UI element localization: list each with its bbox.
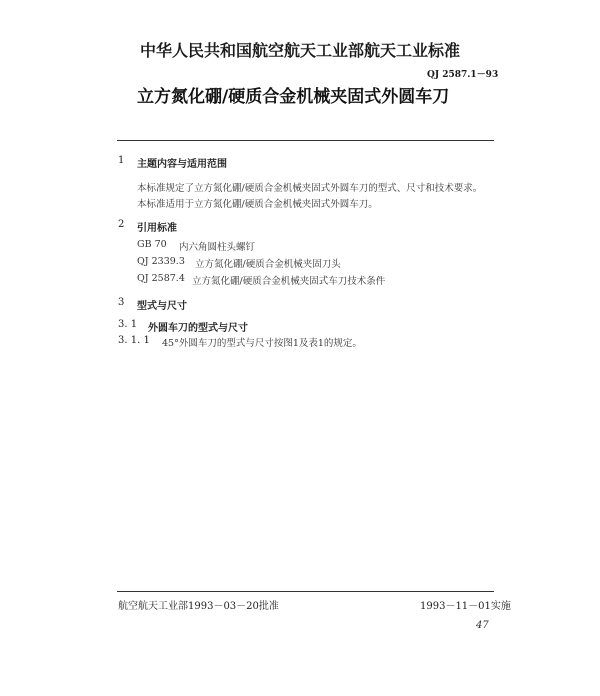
- clause-3-1-1-number: 3. 1. 1: [118, 335, 150, 346]
- section-2-heading: 引用标准: [137, 223, 177, 234]
- clause-3-1-heading: 外圆车刀的型式与尺寸: [148, 323, 248, 334]
- section-1-number: 1: [118, 155, 125, 166]
- reference-2-code: QJ 2339.3: [137, 256, 185, 267]
- top-rule: [117, 140, 494, 141]
- section-3-heading: 型式与尺寸: [137, 301, 187, 312]
- clause-3-1-1-text: 45°外圆车刀的型式与尺寸按图1及表1的规定。: [162, 338, 362, 349]
- bottom-rule: [117, 591, 494, 592]
- reference-2-title: 立方氮化硼/硬质合金机械夹固刀头: [195, 259, 341, 270]
- document-title: 立方氮化硼/硬质合金机械夹固式外圆车刀: [137, 87, 450, 107]
- reference-1-title: 内六角圆柱头螺钉: [179, 242, 256, 253]
- page-number: 47: [476, 620, 489, 631]
- approval-line: 航空航天工业部1993－03－20批准: [118, 601, 279, 612]
- section-1-line-2: 本标准适用于立方氮化硼/硬质合金机械夹固式外圆车刀。: [137, 199, 378, 210]
- section-3-number: 3: [118, 297, 125, 308]
- implementation-date: 1993－11－01实施: [420, 601, 511, 612]
- section-2-number: 2: [118, 219, 125, 230]
- standard-organization: 中华人民共和国航空航天工业部航天工业标准: [140, 41, 461, 60]
- reference-3-title: 立方氮化硼/硬质合金机械夹固式车刀技术条件: [192, 276, 386, 287]
- reference-1-code: GB 70: [137, 239, 167, 250]
- standard-code: QJ 2587.1－93: [427, 70, 499, 80]
- reference-3-code: QJ 2587.4: [137, 273, 185, 284]
- section-1-line-1: 本标准规定了立方氮化硼/硬质合金机械夹固式外圆车刀的型式、尺寸和技术要求。: [137, 183, 483, 194]
- section-1-heading: 主题内容与适用范围: [137, 159, 227, 170]
- clause-3-1-number: 3. 1: [118, 319, 138, 330]
